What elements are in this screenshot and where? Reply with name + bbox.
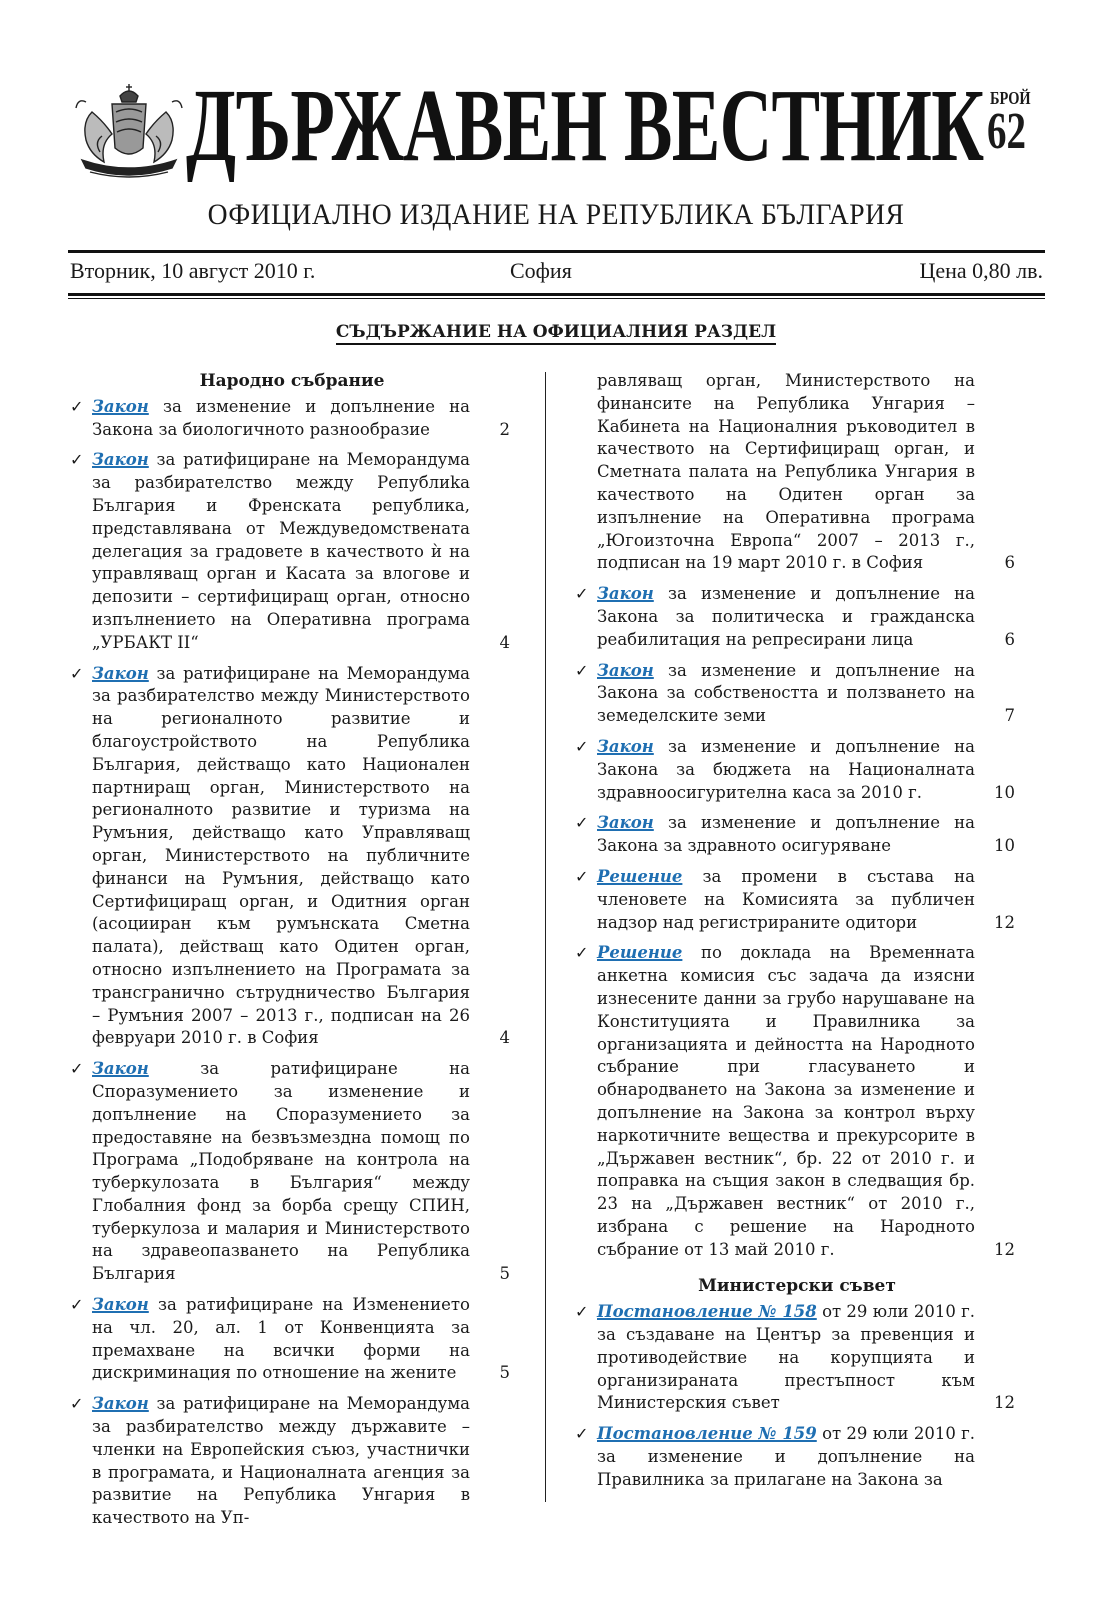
toc-entry	[575, 812, 1015, 858]
checkmark-icon: ✓	[575, 813, 589, 833]
checkmark-icon: ✓	[70, 663, 84, 683]
checkmark-icon: ✓	[70, 450, 84, 470]
toc-entry	[575, 736, 1015, 804]
page-number: 6	[1004, 629, 1015, 649]
entry-text	[92, 449, 470, 654]
toc-entry	[575, 583, 1015, 651]
entry-description: за промени в състава на членовете на Комисията за публичен надзор над регистрираните одитори	[597, 866, 975, 932]
checkmark-icon: ✓	[575, 866, 589, 886]
checkmark-icon: ✓	[575, 1302, 589, 1322]
checkmark-icon: ✓	[70, 1059, 84, 1079]
page-number: 5	[499, 1264, 510, 1284]
coat-of-arms-icon	[70, 82, 188, 182]
page-number: 10	[994, 836, 1015, 856]
entry-description: за ратифициране на Споразумението за изменение и допълнение на Споразумението за предоставяне на безвъзмездна помощ по Програма „Подобряване на контрола на туберкулозата в България“ между Глобалния фонд за борба срещу СПИН, туберкулоза и малария и Министерството на здравеопазването на Република България	[92, 1059, 471, 1284]
issue-city: София	[510, 258, 572, 283]
issue-price: Цена 0,80 лв.	[919, 258, 1043, 283]
entry-text: равляващ орган, Министерството на финансите на Република Унгария – Кабинета на Националния ръководител в качеството на Сертифициращ орган, и Сметната палата на Република Унгария в качеството на Одитен орган за изпълнение на Оперативна програма „Югоизточна Европа“ 2007 – 2013 г., подписан на 19 март 2010 г. в София	[597, 371, 975, 573]
entry-text	[92, 1393, 470, 1530]
checkmark-icon: ✓	[575, 584, 589, 604]
document-link[interactable]: Закон	[597, 736, 654, 756]
document-link[interactable]: Решение	[597, 943, 683, 963]
document-link[interactable]: Закон	[92, 396, 149, 416]
column-divider	[545, 372, 546, 1502]
masthead	[70, 68, 1045, 190]
issue-number: 62	[987, 103, 1026, 160]
checkmark-icon: ✓	[575, 660, 589, 680]
toc-entry	[575, 866, 1015, 934]
entry-description: от 29 юли 2010 г. за изменение и допълнение на Правилника за прилагане на Закона за	[597, 1424, 976, 1489]
page-number: 12	[994, 1239, 1015, 1259]
checkmark-icon: ✓	[70, 396, 84, 416]
entry-description: за ратифициране на Меморандума за разбирателство между Републиka България и Френската република, представлявана от Междуведомствената делегация за градовете в качеството ѝ на управляващ орган и Касата за влогове и депозити – сертифициращ орган, относно изпълнението на Оперативна програма „УРБАКТ II“	[92, 450, 470, 652]
document-link[interactable]: Закон	[597, 660, 654, 680]
entry-description: от 29 юли 2010 г. за създаване на Център за превенция и противодействие на корупцията и организираната престъпност към Министерския съвет	[597, 1302, 976, 1413]
checkmark-icon: ✓	[575, 943, 589, 963]
entry-text	[597, 660, 975, 728]
toc-entry	[575, 942, 1015, 1261]
entry-description: по доклада на Временната анкетна комисия със задача да изясни изнесените данни за грубо нарушаване на Конституцията и Правилника за организацията и дейността на Народното събрание при гласуването и обнародването на Закона за изменение и допълнение на Закона за контрол върху наркотичните вещества и прекурсорите в „Държавен вестник“, бр. 22 от 2010 г. и поправка на същия закон в следващия бр. 23 на „Държавен вестник“ от 2010 г., избрана с решение на Народното събрание от 13 май 2010 г.	[597, 943, 975, 1259]
toc-entry	[575, 1301, 1015, 1415]
page-number: 12	[994, 912, 1015, 932]
entry-description: за изменение и допълнение на Закона за бюджета на Националната здравноосигурителна каса за 2010 г.	[597, 736, 975, 802]
entry-text	[92, 1058, 470, 1286]
entry-description: за изменение и допълнение на Закона за биологичното разнообразие	[92, 396, 470, 439]
entry-description: за ратифициране на Меморандума за разбирателство между Министерството на регионалното развитие и благоустройството на Република България, действащо като Национален партниращ орган, Министерството на регионалното развитие и туризма на Румъния, действащо като Управляващ орган, Министерството на публичните финанси на Румъния, действащо като Сертифициращ орган, и Одитния орган (асоцииран към румънската Сметна палата), действащ като Одитен орган, относно изпълнението на Програмата за трансгранично сътрудничество България – Румъния 2007 – 2013 г., подписан на 26 февруари 2010 г. в София	[92, 663, 470, 1048]
entry-description: за ратифициране на Изменението на чл. 20, ал. 1 от Конвенцията за премахване на всички форми на дискриминация по отношение на жените	[92, 1295, 470, 1383]
document-link[interactable]: Закон	[92, 1295, 149, 1315]
document-link[interactable]: Закон	[92, 1394, 149, 1414]
divider	[68, 293, 1045, 296]
page-number: 12	[994, 1393, 1015, 1413]
toc-entry	[70, 1294, 510, 1385]
toc-entry	[575, 1423, 1015, 1491]
toc-entry	[575, 660, 1015, 728]
entry-text	[92, 1294, 470, 1385]
issue-date: Вторник, 10 август 2010 г.	[70, 258, 316, 283]
document-link[interactable]: Постановление № 158	[597, 1302, 817, 1322]
toc-entry-continuation	[575, 370, 1015, 575]
entry-description: за изменение и допълнение на Закона за собствеността и ползването на земеделските земи	[597, 660, 975, 726]
document-link[interactable]: Решение	[597, 866, 683, 886]
entry-text	[597, 1301, 975, 1415]
divider	[68, 250, 1045, 253]
toc-entry	[70, 1393, 510, 1530]
document-link[interactable]: Закон	[597, 584, 654, 604]
entry-description: за изменение и допълнение на Закона за здравното осигуряване	[597, 813, 975, 856]
page-number: 6	[1004, 553, 1015, 573]
entry-text	[92, 396, 470, 442]
divider	[68, 298, 1045, 299]
page-number: 10	[994, 782, 1015, 802]
toc-entry	[70, 663, 510, 1051]
document-link[interactable]: Закон	[92, 1059, 149, 1079]
entry-text	[597, 866, 975, 934]
page-number: 2	[499, 419, 510, 439]
entry-text	[597, 583, 975, 651]
document-link[interactable]: Закон	[597, 813, 654, 833]
newspaper-title: ДЪРЖАВЕН ВЕСТНИК	[186, 68, 984, 183]
entry-text	[597, 1423, 975, 1491]
checkmark-icon: ✓	[575, 736, 589, 756]
entry-text	[597, 736, 975, 804]
issue-label: БРОЙ	[990, 88, 1031, 108]
page-number: 4	[499, 1028, 510, 1048]
document-link[interactable]: Закон	[92, 663, 149, 683]
document-link[interactable]: Постановление № 159	[597, 1424, 817, 1444]
entry-text	[597, 942, 975, 1261]
toc-entry	[70, 1058, 510, 1286]
entry-text	[597, 812, 975, 858]
publication-subtitle: ОФИЦИАЛНО ИЗДАНИЕ НА РЕПУБЛИКА БЪЛГАРИЯ	[207, 198, 905, 231]
entry-description: за изменение и допълнение на Закона за политическа и гражданска реабилитация на репресирани лица	[597, 584, 975, 649]
entry-description: за ратифициране на Меморандума за разбирателство между държавите – членки на Европейския съюз, участнички в програмата, и Националната агенция за развитие на Република Унгария в качеството на Уп-	[92, 1394, 470, 1528]
toc-entry	[70, 396, 510, 442]
section-heading: Народно събрание	[199, 371, 385, 391]
page-number: 5	[499, 1363, 510, 1383]
toc-title: СЪДЪРЖАНИЕ НА ОФИЦИАЛНИЯ РАЗДЕЛ	[0, 322, 1112, 342]
section-heading: Министерски съвет	[698, 1276, 896, 1297]
checkmark-icon: ✓	[575, 1424, 589, 1444]
entry-text	[92, 663, 470, 1051]
page-number: 7	[1004, 706, 1015, 726]
toc-left-column	[70, 370, 510, 1538]
dateline	[70, 258, 1043, 288]
toc-right-column	[575, 370, 1015, 1500]
toc-entry	[70, 449, 510, 654]
checkmark-icon: ✓	[70, 1394, 84, 1414]
checkmark-icon: ✓	[70, 1295, 84, 1315]
document-link[interactable]: Закон	[92, 450, 149, 470]
page-number: 4	[499, 632, 510, 652]
